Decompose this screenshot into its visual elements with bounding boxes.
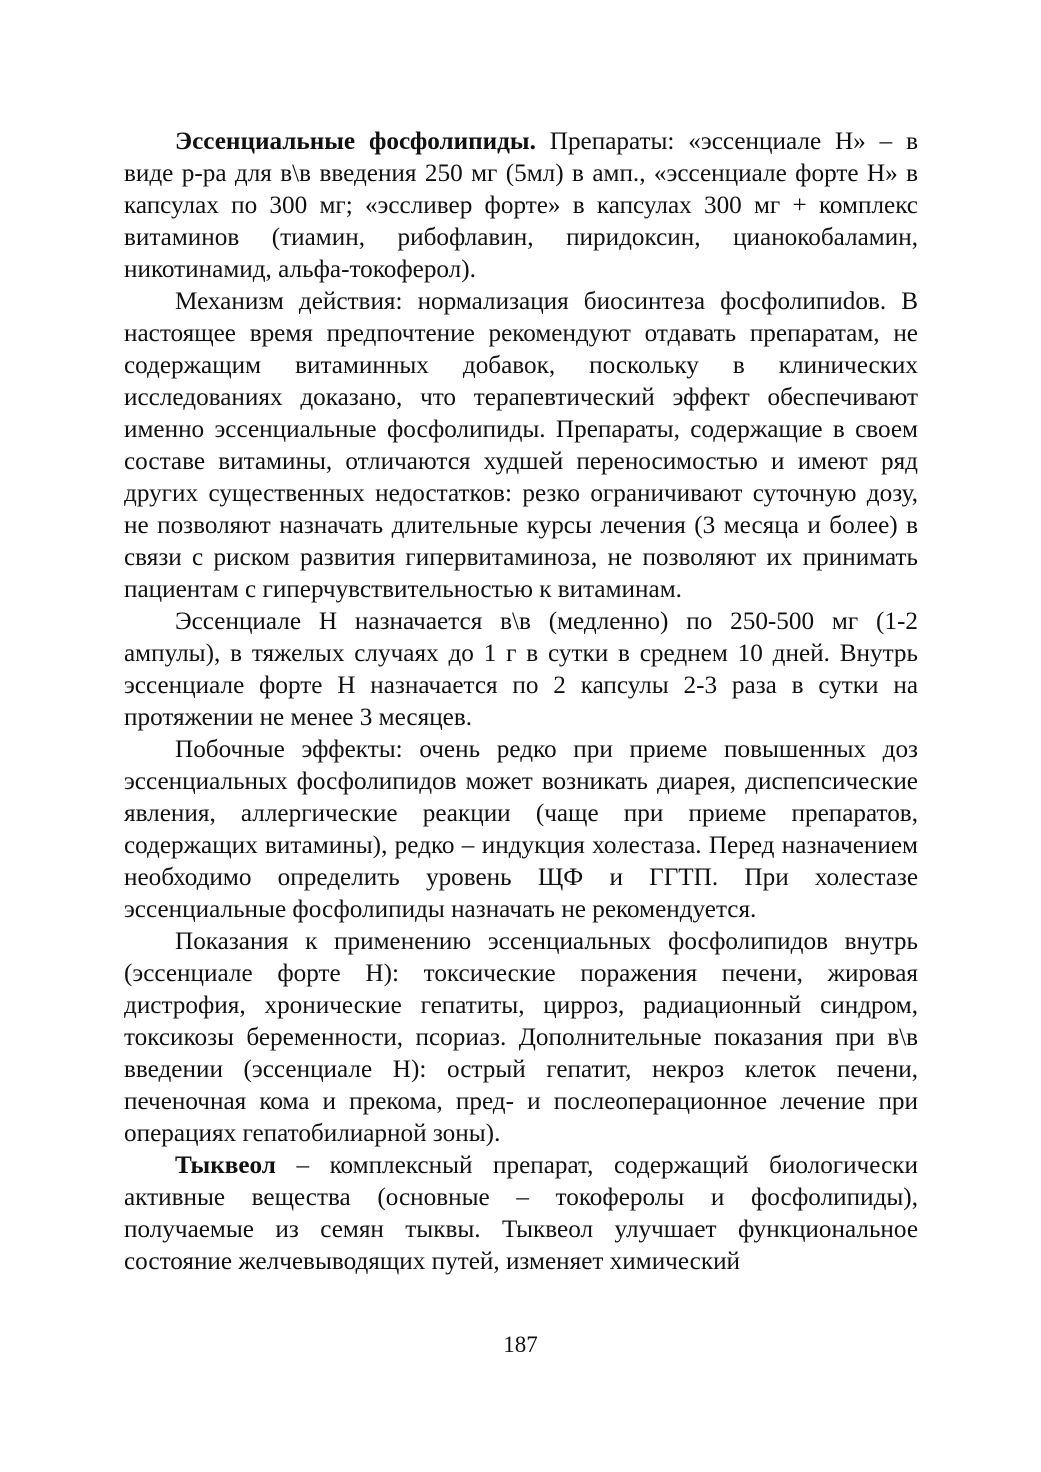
page-body — [124, 126, 918, 1278]
paragraph-essential-phospholipids — [124, 126, 918, 286]
paragraph-text: – комплексный препарат, содержащий биологически активные вещества (основные – токоферолы и фосфолипиды), получаемые из семян тыквы. Тыквеол улучшает функциональное состояние желчевыводящих путей, изменяет химический — [124, 1152, 918, 1275]
paragraph-mechanism — [124, 286, 918, 606]
paragraph-text: Побочные эффекты: очень редко при приеме повышенных доз эссенциальных фосфолипидов может возникать диарея, диспепсические явления, аллергические реакции (чаще при приеме препаратов, содержащих витамины), редко – индукция холестаза. Перед назначением необходимо определить уровень ЩФ и ГГТП. При холестазе эссенциальные фосфолипиды назначать не рекомендуется. — [124, 736, 918, 923]
paragraph-lead: Тыквеол — [175, 1152, 276, 1179]
paragraph-indications — [124, 926, 918, 1150]
page-number: 187 — [503, 1332, 538, 1357]
paragraph-dosage — [124, 606, 918, 734]
paragraph-side-effects — [124, 734, 918, 926]
paragraph-text: Препараты: «эссенциале Н» – в виде р-ра для в\в введения 250 мг (5мл) в амп., «эссенциале форте Н» в капсулах по 300 мг; «эссливер форте» в капсулах 300 мг + комплекс витаминов (тиамин, рибофлавин, пиридоксин, цианокобаламин, никотинамид, альфа-токоферол). — [124, 128, 918, 283]
paragraph-text: Эссенциале Н назначается в\в (медленно) по 250-500 мг (1-2 ампулы), в тяжелых случаях до 1 г в сутки в среднем 10 дней. Внутрь эссенциале форте Н назначается по 2 капсулы 2-3 раза в сутки на протяжении не менее 3 месяцев. — [124, 608, 918, 731]
paragraph-tykveol — [124, 1150, 918, 1278]
paragraph-text: Показания к применению эссенциальных фосфолипидов внутрь (эссенциале форте Н): токсические поражения печени, жировая дистрофия, хронические гепатиты, цирроз, радиационный синдром, токсикозы беременности, псориаз. Дополнительные показания при в\в введении (эссенциале Н): острый гепатит, некроз клеток печени, печеночная кома и прекома, пред- и послеоперационное лечение при операциях гепатобилиарной зоны). — [124, 928, 918, 1147]
paragraph-lead: Эссенциальные фосфолипиды. — [175, 128, 536, 155]
paragraph-text: Механизм действия: нормализация биосинтеза фосфолипиdов. В настоящее время предпочтение рекомендуют отдавать препаратам, не содержащим витаминных добавок, поскольку в клинических исследованиях доказано, что терапевтический эффект обеспечивают именно эссенциальные фосфолипиды. Препараты, содержащие в своем составе витамины, отличаются худшей переносимостью и имеют ряд других существенных недостатков: резко ограничивают суточную дозу, не позволяют назначать длительные курсы лечения (3 месяца и более) в связи с риском развития гипервитаминоза, не позволяют их принимать пациентам с гиперчувствительностью к витаминам. — [124, 288, 918, 603]
